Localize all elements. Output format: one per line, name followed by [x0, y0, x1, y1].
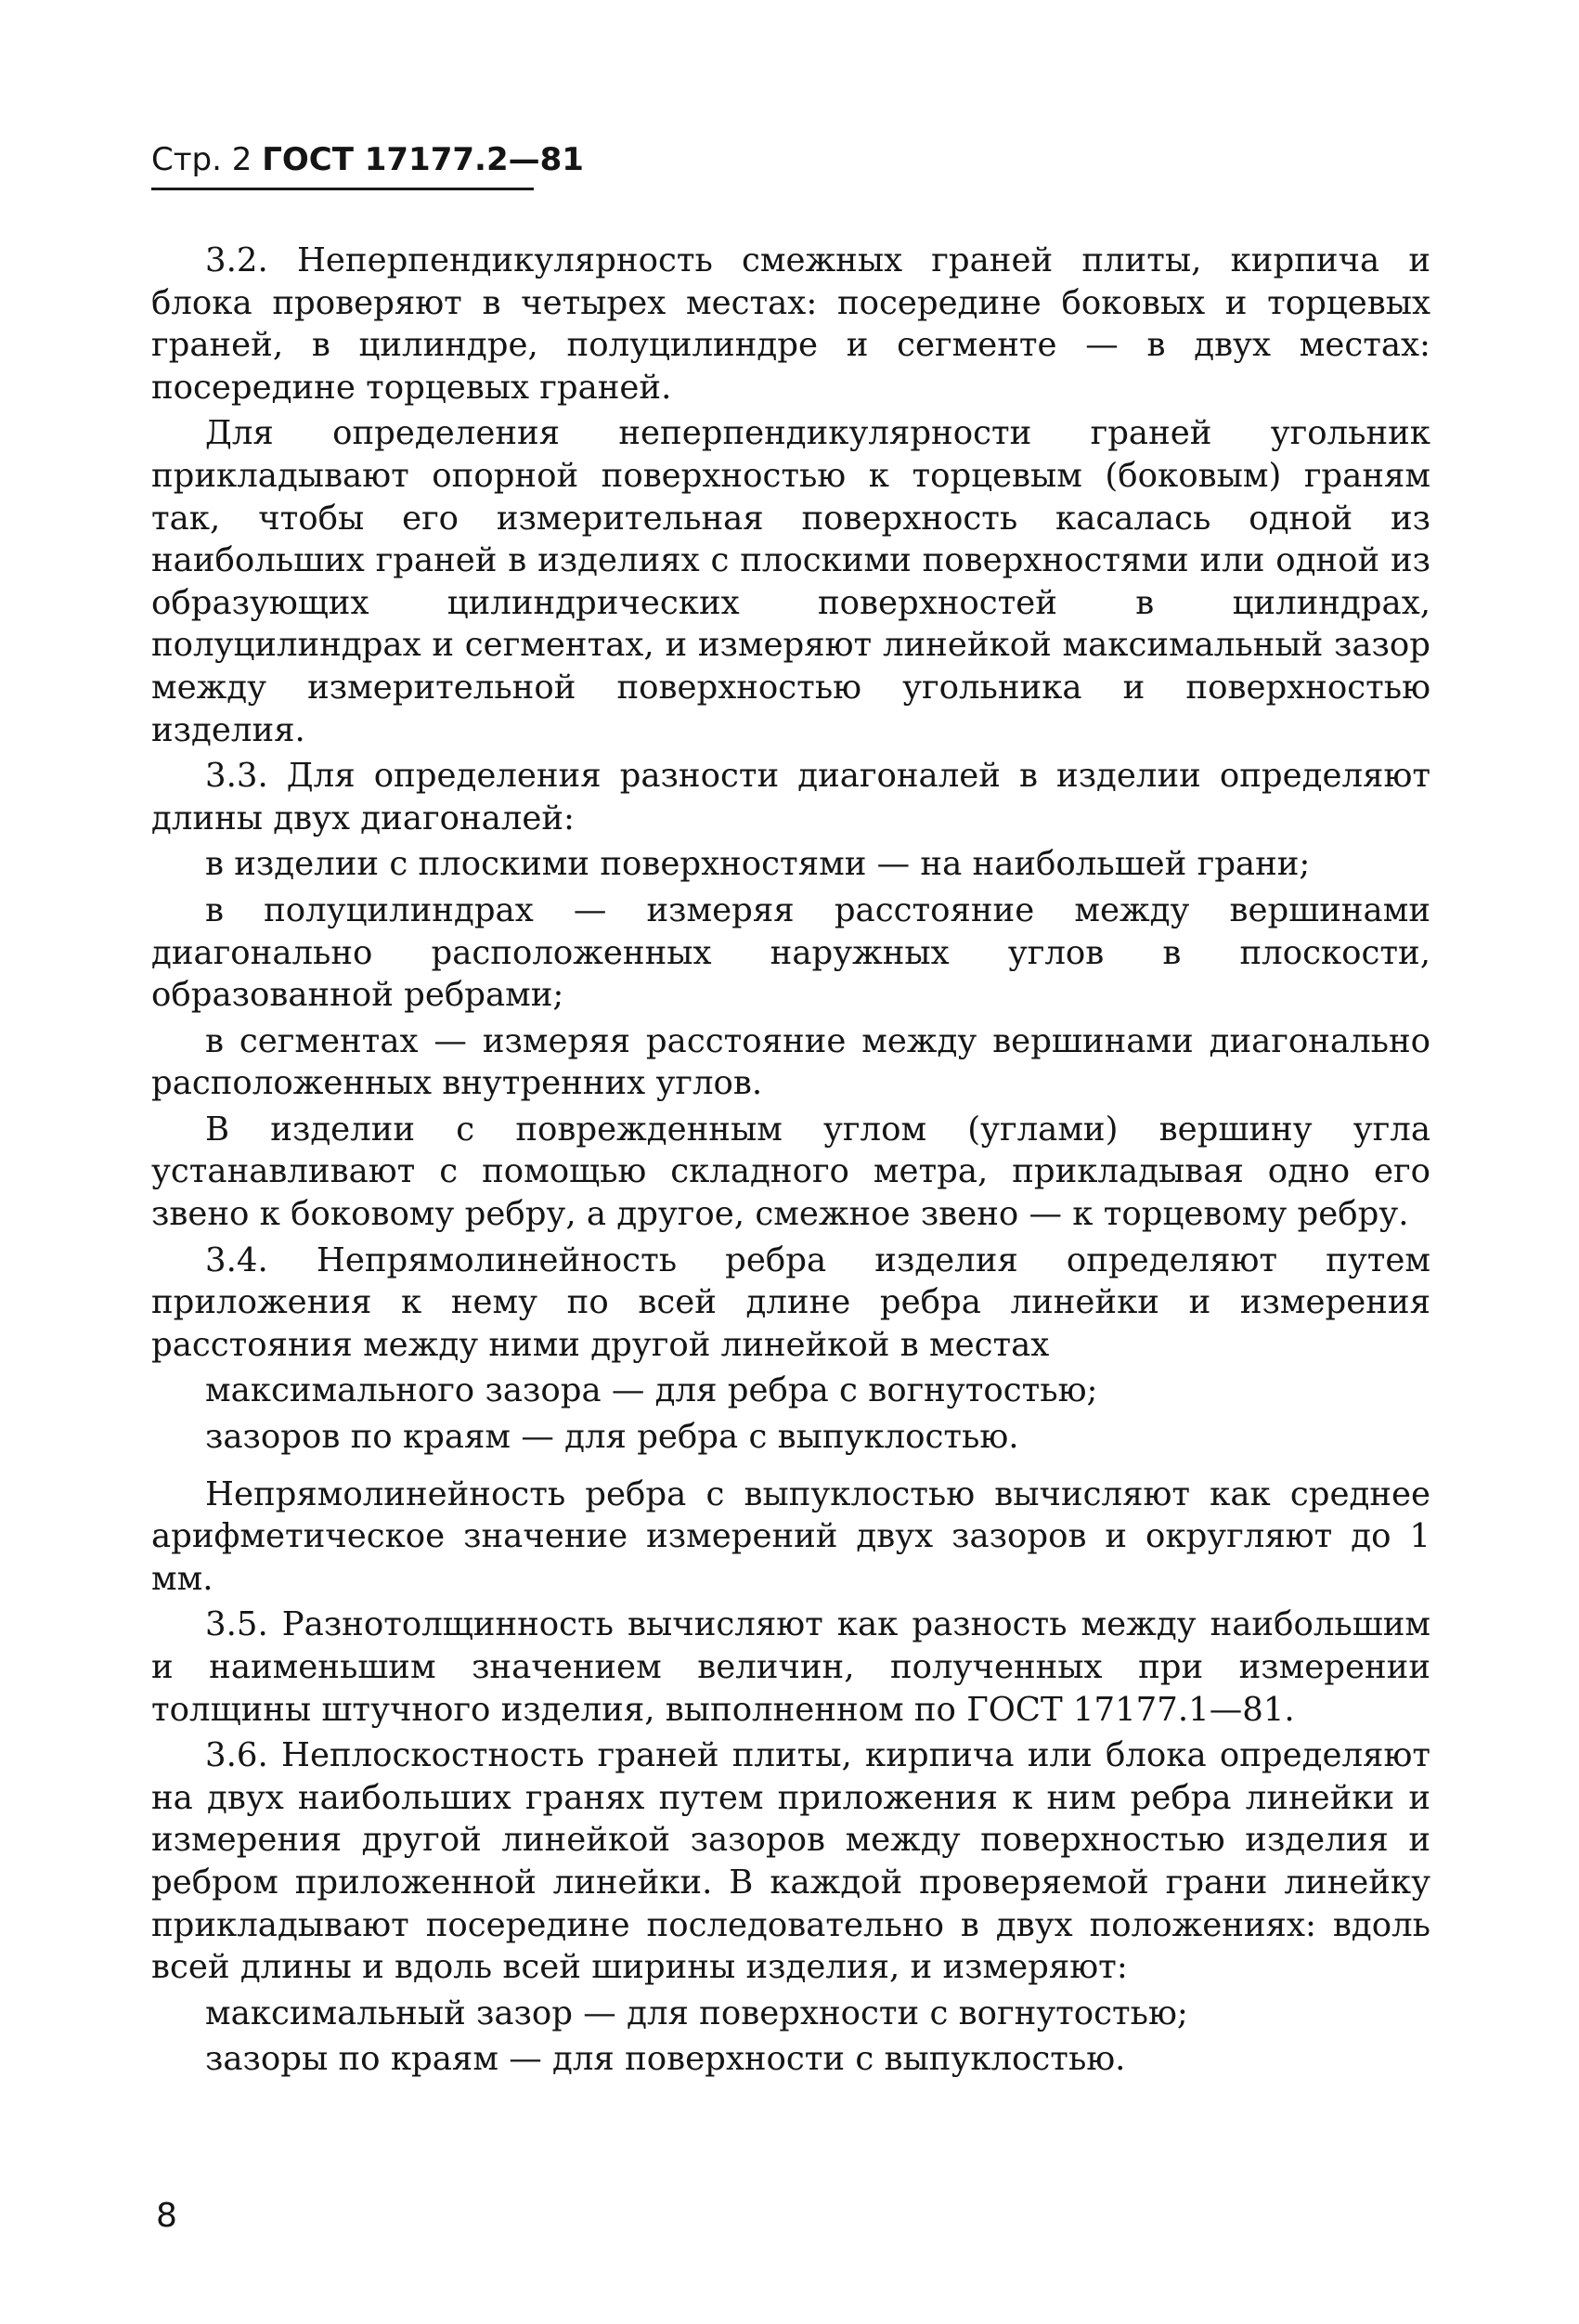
- list-item-concave-edge: максимального зазора — для ребра с вогнутостью;: [205, 1371, 1098, 1410]
- list-item-flat-surfaces: в изделии с плоскими поверхностями — на наибольшей грани;: [205, 845, 1311, 884]
- paragraph-3-4-calculation: Непрямолинейность ребра с выпуклостью вычисляют как среднее арифметическое значение измерений двух зазоров и округляют до 1 мм.: [151, 1474, 1430, 1598]
- list-item-convex-edge: зазоров по краям — для ребра с выпуклостью.: [205, 1418, 1019, 1457]
- paragraph-3-3-damaged-corner: В изделии с поврежденным углом (углами) вершину угла устанавливают с помощью складного метра, прикладывая одно его звено к боковому ребру, а другое, смежное звено — к торцевому ребру.: [151, 1110, 1430, 1234]
- list-item-convex-surface: зазоры по краям — для поверхности с выпуклостью.: [205, 2040, 1126, 2079]
- paragraph-3-5: 3.5. Разнотолщинность вычисляют как разность между наибольшим и наименьшим значением величин, полученных при измерении толщины штучного изделия, выполненном по ГОСТ 17177.1—81.: [151, 1605, 1430, 1729]
- document-body: [151, 240, 1430, 2084]
- paragraph-3-4: 3.4. Непрямолинейность ребра изделия определяют путем приложения к нему по всей длине ребра линейки и измерения расстояния между ними другой линейкой в местах: [151, 1240, 1430, 1364]
- list-item-concave-surface: максимальный зазор — для поверхности с вогнутостью;: [205, 1993, 1188, 2032]
- paragraph-3-6: 3.6. Неплоскостность граней плиты, кирпича или блока определяют на двух наибольших гранях путем приложения к ним ребра линейки и измерения другой линейкой зазоров между поверхностью изделия и ребром приложенной линейки. В каждой проверяемой грани линейку прикладывают посередине последовательно в двух положениях: вдоль всей длины и вдоль всей ширины изделия, и измеряют:: [151, 1736, 1430, 1987]
- paragraph-3-3: 3.3. Для определения разности диагоналей в изделии определяют длины двух диагоналей:: [151, 757, 1430, 837]
- list-item-half-cylinders: в полуцилиндрах — измеряя расстояние между вершинами диагонально расположенных наружных углов в плоскости, образованной ребрами;: [151, 890, 1430, 1015]
- page-number: 8: [156, 2197, 177, 2235]
- paragraph-3-2-method: Для определения неперпендикулярности граней угольник прикладывают опорной поверхностью к торцевым (боковым) граням так, чтобы его измерительная поверхность касалась одной из наибольших граней в изделиях с плоскими поверхностями или одной из образующих цилиндрических поверхностей в цилиндрах, полуцилиндрах и сегментах, и измеряют линейкой максимальный зазор между измерительной поверхностью угольника и поверхностью изделия.: [151, 414, 1430, 749]
- list-item-segments: в сегментах — измеряя расстояние между вершинами диагонально расположенных внутренних углов.: [151, 1021, 1430, 1103]
- header-standard: ГОСТ 17177.2—81: [262, 141, 584, 178]
- header-page-prefix: Стр. 2: [151, 141, 252, 178]
- paragraph-3-2: 3.2. Неперпендикулярность смежных граней плиты, кирпича и блока проверяют в четырех местах: посередине боковых и торцевых граней, в цилиндре, полуцилиндре и сегменте — в двух местах: посередине торцевых граней.: [151, 241, 1430, 407]
- page-header: [151, 139, 584, 190]
